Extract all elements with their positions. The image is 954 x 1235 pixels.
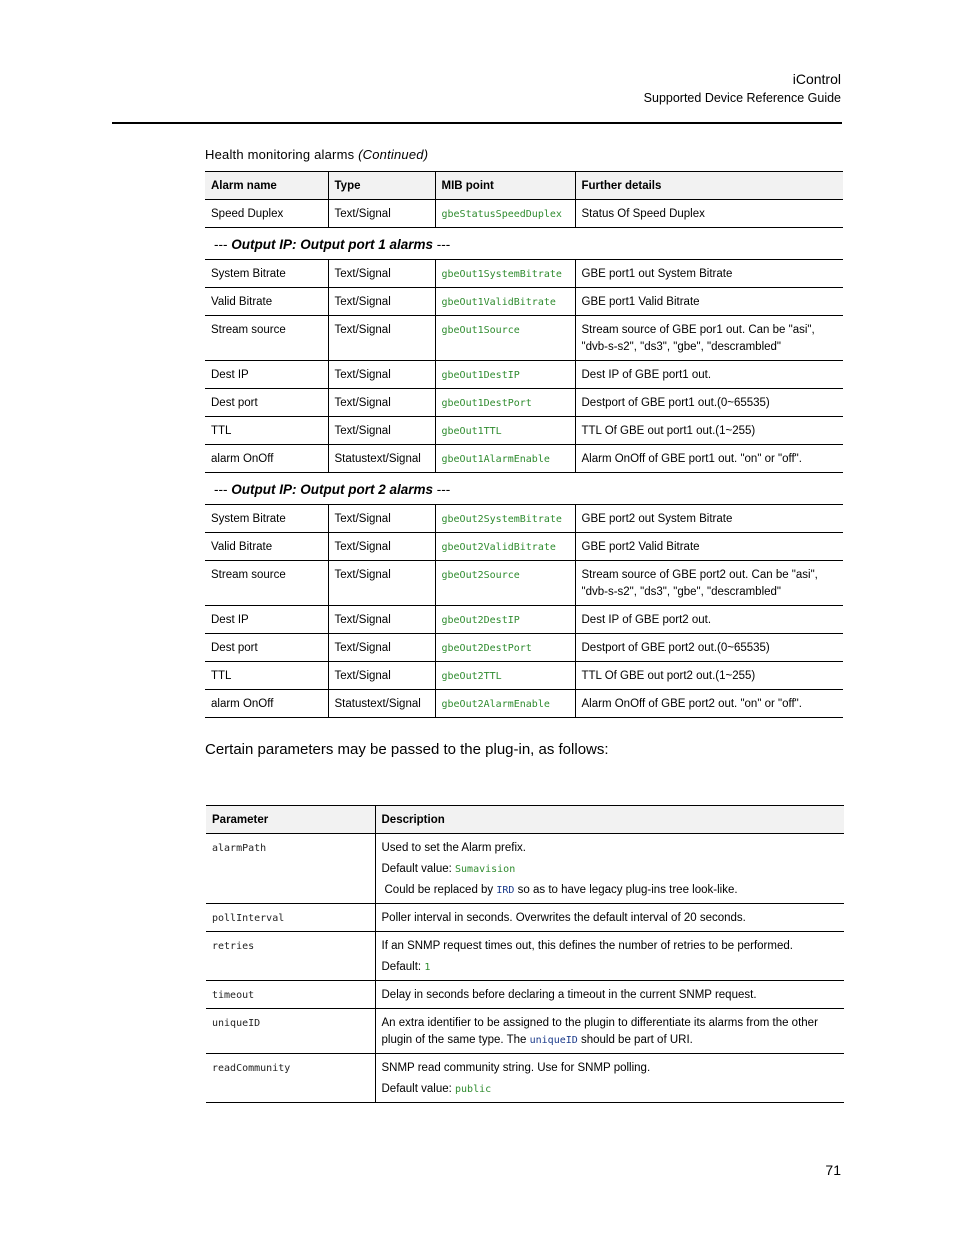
mib-point-code: gbeOut1ValidBitrate: [441, 297, 556, 308]
default-line: [382, 959, 839, 976]
table-row: [205, 505, 843, 533]
table-row: [205, 389, 843, 417]
table-row: [205, 634, 843, 662]
alarm-type: Statustext/Signal: [328, 690, 435, 718]
parameter-description: Delay in seconds before declaring a timeout in the current SNMP request.: [375, 981, 844, 1009]
default-line: [382, 1081, 839, 1098]
mib-point: [435, 505, 575, 533]
further-details: Destport of GBE port2 out.(0~65535): [575, 634, 843, 662]
table-row: [205, 316, 843, 361]
default-line: [382, 861, 839, 878]
parameter-description: [375, 932, 844, 981]
description-code: uniqueID: [529, 1035, 578, 1046]
section-heading: Output IP: Output port 1 alarms: [231, 237, 434, 252]
mib-point: [435, 200, 575, 228]
alarm-type: Text/Signal: [328, 260, 435, 288]
column-header: MIB point: [435, 172, 575, 200]
alarm-type: Text/Signal: [328, 561, 435, 606]
parameter-code: alarmPath: [212, 843, 267, 854]
header-subtitle: Supported Device Reference Guide: [643, 91, 841, 105]
mib-point-code: gbeOut1DestPort: [441, 398, 532, 409]
mib-point-code: gbeStatusSpeedDuplex: [441, 209, 562, 220]
alarm-type: Text/Signal: [328, 505, 435, 533]
alarm-type: Statustext/Signal: [328, 445, 435, 473]
column-header: Description: [375, 806, 844, 834]
further-details: Stream source of GBE por1 out. Can be "asi", "dvb-s-s2", "ds3", "gbe", "descrambled": [575, 316, 843, 361]
further-details: Stream source of GBE port2 out. Can be "asi", "dvb-s-s2", "ds3", "gbe", "descrambled": [575, 561, 843, 606]
table-row: [206, 1054, 844, 1103]
alarm-type: Text/Signal: [328, 316, 435, 361]
note-text: so as to have legacy plug-ins tree look-like.: [514, 884, 738, 896]
section-dash: ---: [436, 482, 451, 497]
mib-point: [435, 634, 575, 662]
alarm-name: Dest port: [205, 634, 328, 662]
further-details: Dest IP of GBE port1 out.: [575, 361, 843, 389]
alarm-name: Valid Bitrate: [205, 288, 328, 316]
description-text: should be part of URI.: [577, 1034, 693, 1046]
alarm-name: Speed Duplex: [205, 200, 328, 228]
alarm-type: Text/Signal: [328, 417, 435, 445]
alarm-type: Text/Signal: [328, 634, 435, 662]
mib-point: [435, 662, 575, 690]
parameter-description: [375, 834, 844, 904]
table-row: [205, 417, 843, 445]
alarm-type: Text/Signal: [328, 200, 435, 228]
column-header: Parameter: [206, 806, 375, 834]
further-details: Status Of Speed Duplex: [575, 200, 843, 228]
parameter-description: [375, 1054, 844, 1103]
description-text: An extra identifier to be assigned to the plugin to differentiate its alarms from the other plugin of the same type. The: [381, 1017, 818, 1046]
table-row: [205, 260, 843, 288]
alarm-type: Text/Signal: [328, 361, 435, 389]
parameter-name: [206, 981, 375, 1009]
column-header: Alarm name: [205, 172, 328, 200]
parameter-description: [375, 1009, 844, 1054]
parameter-name: [206, 1009, 375, 1054]
mib-point: [435, 533, 575, 561]
note-code: IRD: [496, 885, 515, 896]
default-value: public: [455, 1084, 492, 1095]
note-text: Could be replaced by: [384, 884, 497, 896]
alarm-name: Valid Bitrate: [205, 533, 328, 561]
table-row: [206, 904, 844, 932]
table-row: [205, 288, 843, 316]
table-row: [206, 834, 844, 904]
table-row: [205, 561, 843, 606]
table-row: [205, 662, 843, 690]
mib-point: [435, 316, 575, 361]
description-line: Used to set the Alarm prefix.: [381, 842, 526, 854]
mib-point-code: gbeOut2ValidBitrate: [441, 542, 556, 553]
mib-point: [435, 561, 575, 606]
default-label: Default value:: [381, 863, 456, 875]
further-details: Dest IP of GBE port2 out.: [575, 606, 843, 634]
mib-point: [435, 361, 575, 389]
further-details: TTL Of GBE out port2 out.(1~255): [575, 662, 843, 690]
section-dash: ---: [436, 237, 451, 252]
parameter-code: timeout: [212, 990, 255, 1001]
default-label: Default value:: [381, 1083, 456, 1095]
section-row-port1: [205, 228, 843, 260]
section-title: [205, 473, 843, 505]
section-heading: Output IP: Output port 2 alarms: [231, 482, 434, 497]
caption-continued: (Continued): [358, 147, 429, 162]
alarm-name: alarm OnOff: [205, 445, 328, 473]
parameter-name: [206, 1054, 375, 1103]
parameter-name: [206, 932, 375, 981]
column-header: Type: [328, 172, 435, 200]
alarm-name: Dest IP: [205, 606, 328, 634]
note-line: [382, 882, 839, 899]
parameters-table: [206, 805, 844, 1103]
parameter-code: retries: [212, 941, 255, 952]
section-row-port2: [205, 473, 843, 505]
table-caption: [205, 147, 428, 162]
mib-point-code: gbeOut1Source: [441, 325, 520, 336]
further-details: Alarm OnOff of GBE port2 out. "on" or "off".: [575, 690, 843, 718]
further-details: Destport of GBE port1 out.(0~65535): [575, 389, 843, 417]
parameter-code: uniqueID: [212, 1018, 261, 1029]
further-details: TTL Of GBE out port1 out.(1~255): [575, 417, 843, 445]
table-row: [206, 932, 844, 981]
alarm-type: Text/Signal: [328, 533, 435, 561]
mib-point-code: gbeOut2TTL: [441, 671, 502, 682]
alarm-name: System Bitrate: [205, 260, 328, 288]
mib-point-code: gbeOut1AlarmEnable: [441, 454, 550, 465]
alarms-table: [205, 171, 843, 718]
table-header-row: [205, 172, 843, 200]
table-row: [206, 1009, 844, 1054]
mib-point: [435, 389, 575, 417]
table-row: [205, 690, 843, 718]
default-value: 1: [424, 962, 431, 973]
further-details: GBE port2 out System Bitrate: [575, 505, 843, 533]
mib-point: [435, 690, 575, 718]
alarm-name: TTL: [205, 662, 328, 690]
table-row: [205, 533, 843, 561]
further-details: GBE port2 Valid Bitrate: [575, 533, 843, 561]
mib-point-code: gbeOut2AlarmEnable: [441, 699, 550, 710]
intro-paragraph: Certain parameters may be passed to the plug-in, as follows:: [205, 741, 609, 758]
description-line: If an SNMP request times out, this defines the number of retries to be performed.: [381, 940, 793, 952]
section-dash: ---: [214, 237, 228, 252]
table-row: [205, 606, 843, 634]
page-number: 71: [825, 1162, 841, 1178]
mib-point: [435, 417, 575, 445]
section-title: [205, 228, 843, 260]
table-row: [205, 361, 843, 389]
alarm-name: alarm OnOff: [205, 690, 328, 718]
parameter-code: readCommunity: [212, 1063, 291, 1074]
header-divider: [112, 122, 842, 124]
mib-point: [435, 606, 575, 634]
further-details: GBE port1 Valid Bitrate: [575, 288, 843, 316]
alarm-name: Stream source: [205, 316, 328, 361]
alarm-name: TTL: [205, 417, 328, 445]
parameter-name: [206, 904, 375, 932]
further-details: GBE port1 out System Bitrate: [575, 260, 843, 288]
parameter-name: [206, 834, 375, 904]
section-dash: ---: [214, 482, 228, 497]
alarm-name: System Bitrate: [205, 505, 328, 533]
default-value: Sumavision: [455, 864, 516, 875]
mib-point: [435, 288, 575, 316]
alarm-type: Text/Signal: [328, 606, 435, 634]
description-line: SNMP read community string. Use for SNMP polling.: [381, 1062, 651, 1074]
mib-point-code: gbeOut2DestIP: [441, 615, 520, 626]
table-row: [205, 200, 843, 228]
alarm-name: Dest port: [205, 389, 328, 417]
alarm-type: Text/Signal: [328, 662, 435, 690]
mib-point-code: gbeOut1SystemBitrate: [441, 269, 562, 280]
column-header: Further details: [575, 172, 843, 200]
table-row: [206, 981, 844, 1009]
caption-text: Health monitoring alarms: [205, 147, 355, 162]
alarm-name: Dest IP: [205, 361, 328, 389]
mib-point-code: gbeOut1TTL: [441, 426, 502, 437]
mib-point: [435, 445, 575, 473]
alarm-type: Text/Signal: [328, 389, 435, 417]
further-details: Alarm OnOff of GBE port1 out. "on" or "off".: [575, 445, 843, 473]
table-row: [205, 445, 843, 473]
parameter-description: Poller interval in seconds. Overwrites the default interval of 20 seconds.: [375, 904, 844, 932]
parameter-code: pollInterval: [212, 913, 285, 924]
mib-point-code: gbeOut1DestIP: [441, 370, 520, 381]
alarm-type: Text/Signal: [328, 288, 435, 316]
table-header-row: [206, 806, 844, 834]
default-label: Default:: [381, 961, 425, 973]
mib-point: [435, 260, 575, 288]
mib-point-code: gbeOut2Source: [441, 570, 520, 581]
mib-point-code: gbeOut2DestPort: [441, 643, 532, 654]
alarm-name: Stream source: [205, 561, 328, 606]
header-title: iControl: [792, 71, 841, 87]
mib-point-code: gbeOut2SystemBitrate: [441, 514, 562, 525]
